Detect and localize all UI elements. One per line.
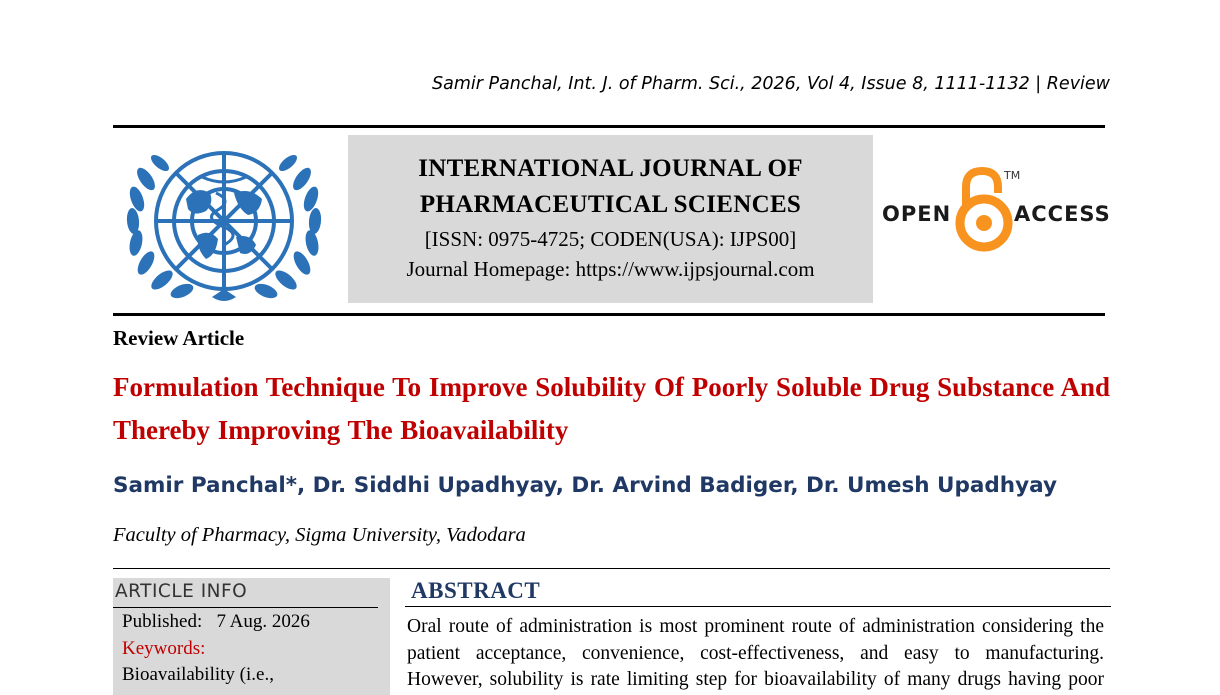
journal-homepage[interactable]: Journal Homepage: https://www.ijpsjournal.com: [406, 257, 815, 281]
published-line: [122, 611, 310, 633]
abstract-text: [407, 614, 1104, 694]
keywords-label: Keywords:: [122, 638, 206, 659]
abstract-line: patient acceptance, convenience, cost-effectiveness, and easy to manufacturing.: [407, 642, 1104, 664]
abstract-line: Oral route of administration is most prominent route of administration considering the: [407, 616, 1104, 637]
journal-title-line2: PHARMACEUTICAL SCIENCES: [419, 191, 802, 218]
article-info-box: [113, 578, 390, 695]
article-info-rule: [113, 607, 378, 608]
trademark-mark: TM: [1004, 169, 1021, 182]
journal-masthead: [348, 135, 873, 303]
abstract-heading: ABSTRACT: [411, 578, 541, 603]
section-rule: [113, 568, 1110, 569]
affiliation: Faculty of Pharmacy, Sigma University, Vadodara: [113, 524, 526, 546]
article-type: Review Article: [113, 326, 245, 350]
abstract-rule: [405, 606, 1111, 607]
top-rule: [113, 125, 1105, 128]
open-access-logo: [880, 165, 1111, 253]
author-list: Samir Panchal*, Dr. Siddhi Upadhyay, Dr. Arvind Badiger, Dr. Umesh Upadhyay: [113, 473, 1057, 498]
journal-title: [348, 151, 873, 223]
keywords-value: Bioavailability (i.e.,: [122, 664, 274, 685]
running-head: Samir Panchal, Int. J. of Pharm. Sci., 2026, Vol 4, Issue 8, 1111-1132 | Review: [432, 74, 1110, 94]
issn-line: [ISSN: 0975-4725; CODEN(USA): IJPS00]: [424, 227, 797, 251]
article-title: Formulation Technique To Improve Solubility Of Poorly Soluble Drug Substance And Thereby Improving The Bioavailability: [113, 372, 1110, 445]
published-label: Published:: [122, 611, 203, 632]
journal-emblem-logo: [124, 137, 324, 305]
open-access-open-text: OPEN: [882, 202, 952, 226]
article-info-heading: ARTICLE INFO: [115, 581, 248, 602]
open-access-access-text: ACCESS: [1014, 202, 1111, 226]
journal-title-line1: INTERNATIONAL JOURNAL OF: [418, 155, 803, 182]
published-date: 7 Aug. 2026: [216, 611, 310, 632]
masthead-bottom-rule: [113, 313, 1105, 316]
abstract-line: However, solubility is rate limiting step for bioavailability of many drugs having poor: [407, 669, 1104, 690]
